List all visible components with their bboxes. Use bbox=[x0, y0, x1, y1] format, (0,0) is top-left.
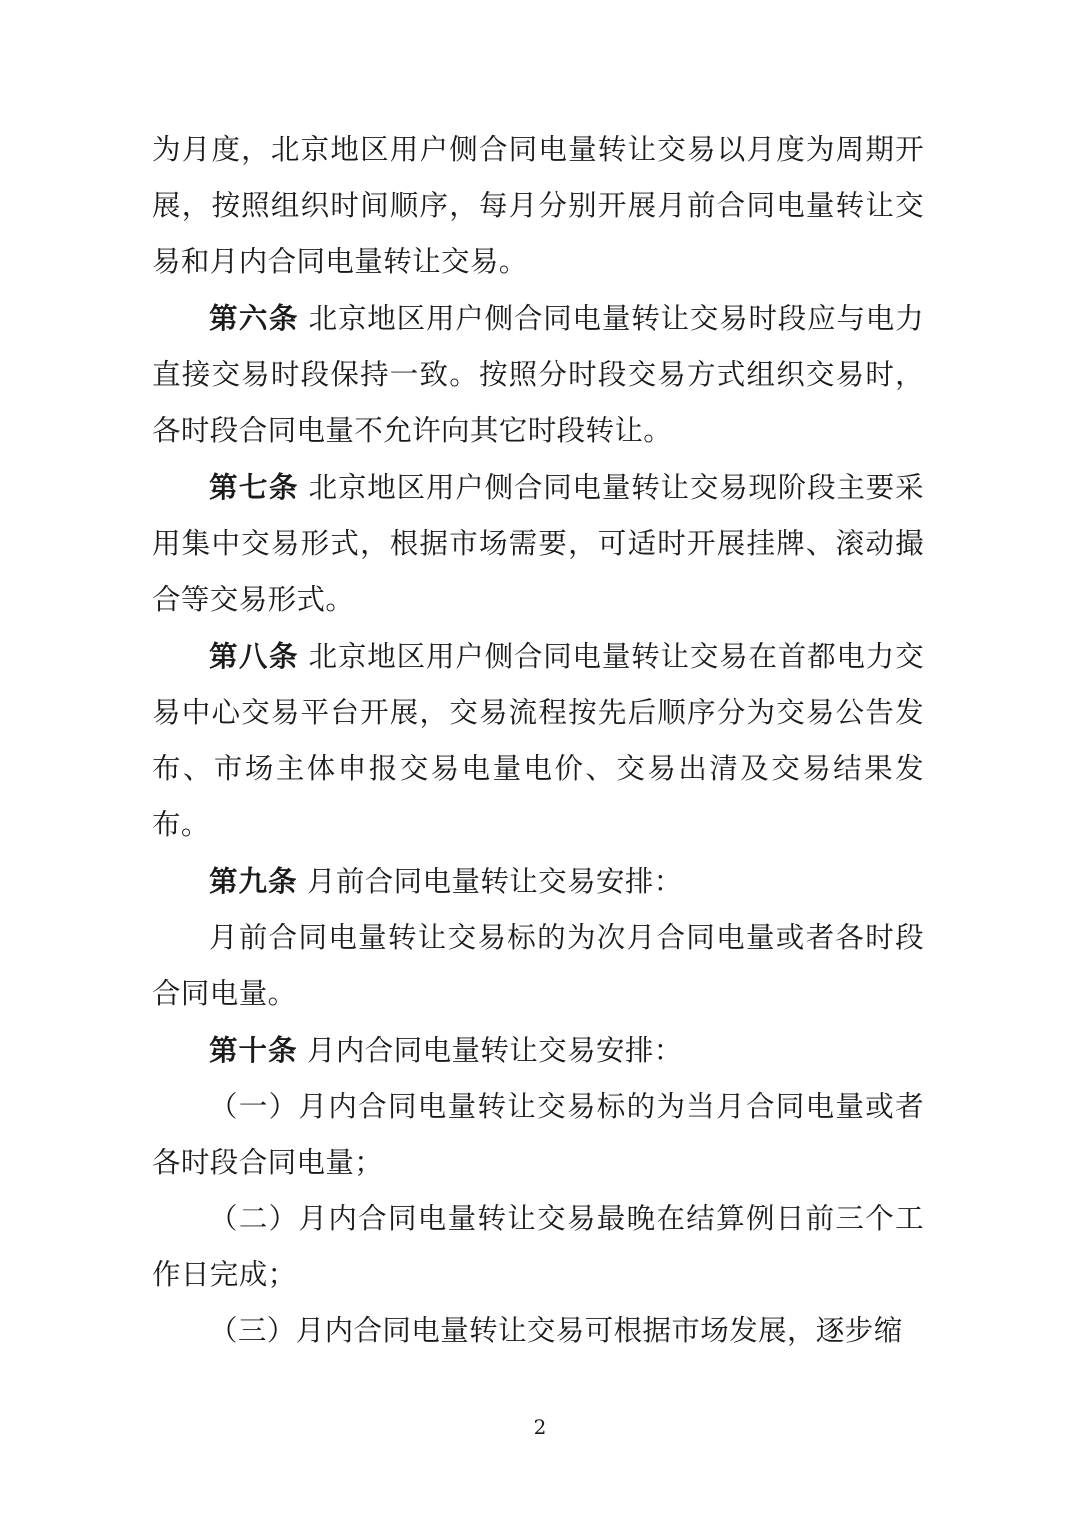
paragraph-text: 月前合同电量转让交易安排： bbox=[306, 865, 683, 898]
article-eight bbox=[152, 628, 924, 853]
article-label: 第八条 bbox=[209, 639, 299, 673]
article-ten-item-2 bbox=[152, 1191, 924, 1303]
paragraph-text: 北京地区用户侧合同电量转让交易时段应与电力直接交易时段保持一致。按照分时段交易方式组织交易时，各时段合同电量不允许向其它时段转让。 bbox=[152, 302, 924, 447]
paragraph-text: （二）月内合同电量转让交易最晚在结算例日前三个工作日完成； bbox=[152, 1202, 924, 1291]
article-ten-item-1 bbox=[152, 1079, 924, 1191]
article-nine bbox=[152, 853, 924, 910]
article-label: 第六条 bbox=[209, 301, 299, 335]
article-seven bbox=[152, 459, 924, 628]
article-label: 第十条 bbox=[209, 1033, 298, 1067]
paragraph-text: （三）月内合同电量转让交易可根据市场发展，逐步缩 bbox=[209, 1314, 903, 1347]
paragraph-text: 北京地区用户侧合同电量转让交易现阶段主要采用集中交易形式，根据市场需要，可适时开展挂牌、滚动撮合等交易形式。 bbox=[152, 471, 924, 616]
paragraph-text: （一）月内合同电量转让交易标的为当月合同电量或者各时段合同电量； bbox=[152, 1090, 924, 1179]
paragraph-continuation bbox=[152, 122, 924, 290]
article-six bbox=[152, 290, 924, 459]
paragraph-text: 北京地区用户侧合同电量转让交易在首都电力交易中心交易平台开展，交易流程按先后顺序分为交易公告发布、市场主体申报交易电量电价、交易出清及交易结果发布。 bbox=[152, 640, 924, 841]
document-body bbox=[152, 122, 924, 1359]
article-nine-body bbox=[152, 910, 924, 1022]
paragraph-text: 为月度，北京地区用户侧合同电量转让交易以月度为周期开展，按照组织时间顺序，每月分别开展月前合同电量转让交易和月内合同电量转让交易。 bbox=[152, 133, 924, 278]
article-label: 第九条 bbox=[209, 864, 298, 898]
paragraph-text: 月前合同电量转让交易标的为次月合同电量或者各时段合同电量。 bbox=[152, 921, 924, 1010]
article-ten-item-3 bbox=[152, 1303, 924, 1359]
paragraph-text: 月内合同电量转让交易安排： bbox=[306, 1034, 683, 1067]
article-label: 第七条 bbox=[209, 470, 299, 504]
page-number: 2 bbox=[533, 1415, 547, 1439]
article-ten bbox=[152, 1022, 924, 1079]
